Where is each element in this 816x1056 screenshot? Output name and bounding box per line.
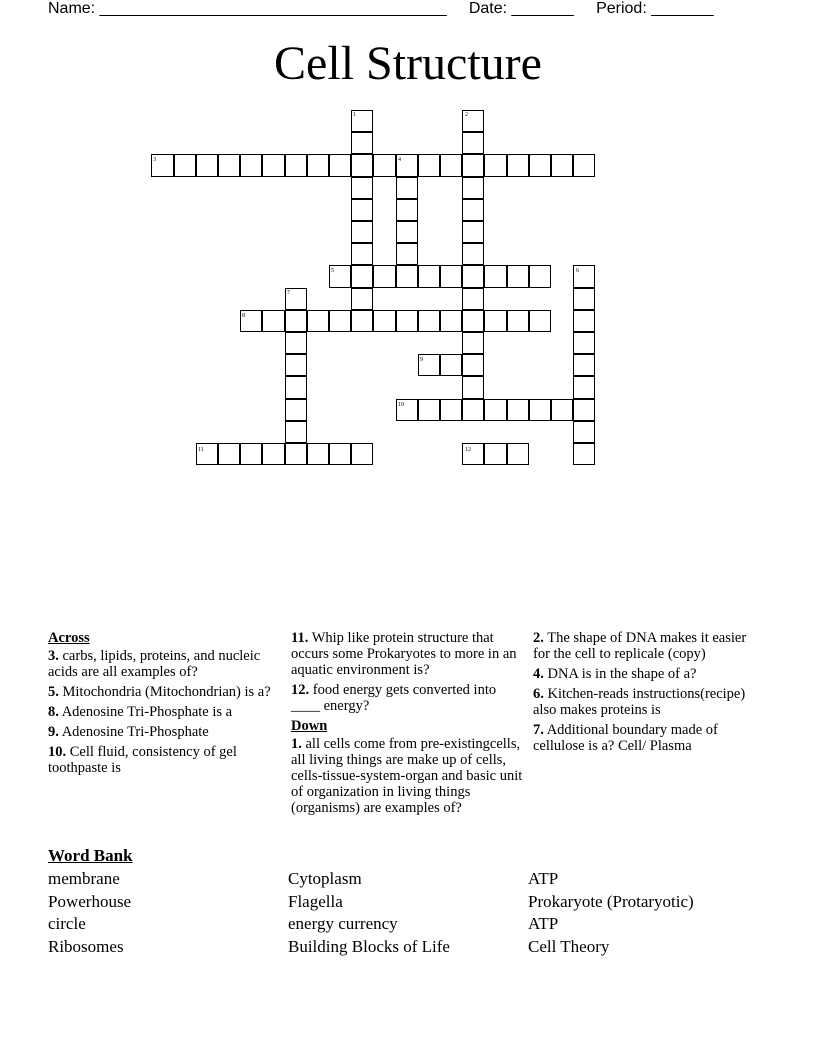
crossword-cell[interactable] bbox=[573, 354, 595, 376]
crossword-cell[interactable] bbox=[351, 221, 373, 243]
crossword-cell[interactable] bbox=[440, 310, 462, 332]
word-bank-column-1 bbox=[48, 868, 131, 958]
crossword-cell[interactable] bbox=[440, 265, 462, 287]
crossword-cell[interactable] bbox=[484, 154, 506, 176]
word-bank-title: Word Bank bbox=[48, 846, 133, 865]
crossword-cell[interactable] bbox=[507, 399, 529, 421]
crossword-cell[interactable] bbox=[262, 310, 284, 332]
crossword-cell[interactable] bbox=[462, 199, 484, 221]
clue-number-11: 11 bbox=[198, 447, 204, 453]
crossword-cell[interactable] bbox=[507, 154, 529, 176]
crossword-cell[interactable] bbox=[507, 310, 529, 332]
crossword-cell[interactable] bbox=[418, 265, 440, 287]
clue-number-2: 2 bbox=[465, 112, 468, 118]
clue-number-4: 4 bbox=[398, 157, 401, 163]
crossword-cell[interactable] bbox=[196, 154, 218, 176]
word-bank-item: Cell Theory bbox=[528, 936, 610, 956]
crossword-cell[interactable] bbox=[262, 154, 284, 176]
clue-across-9: 9. Adenosine Tri-Phosphate bbox=[48, 724, 209, 740]
crossword-cell[interactable] bbox=[573, 376, 595, 398]
crossword-cell[interactable] bbox=[218, 154, 240, 176]
word-bank-item: membrane bbox=[48, 869, 120, 888]
clues-column-2 bbox=[291, 630, 523, 820]
crossword-cell[interactable] bbox=[351, 265, 373, 287]
crossword-cell[interactable] bbox=[507, 265, 529, 287]
crossword-cell[interactable] bbox=[329, 443, 351, 465]
crossword-cell[interactable] bbox=[573, 288, 595, 310]
name-label: Name: _______________________________________ bbox=[48, 0, 447, 17]
crossword-cell[interactable] bbox=[329, 310, 351, 332]
crossword-cell[interactable] bbox=[462, 332, 484, 354]
crossword-cell[interactable] bbox=[529, 399, 551, 421]
crossword-cell[interactable] bbox=[440, 154, 462, 176]
crossword-cell[interactable] bbox=[285, 376, 307, 398]
word-bank-item: circle bbox=[48, 914, 86, 933]
crossword-cell[interactable] bbox=[351, 154, 373, 176]
crossword-cell[interactable] bbox=[484, 310, 506, 332]
clues-column-3 bbox=[533, 630, 748, 758]
crossword-cell[interactable] bbox=[418, 310, 440, 332]
crossword-cell[interactable] bbox=[507, 443, 529, 465]
word-bank-item: Powerhouse bbox=[48, 891, 132, 911]
crossword-cell[interactable] bbox=[307, 154, 329, 176]
clue-across-3: 3. carbs, lipids, proteins, and nucleic acids are all examples of? bbox=[48, 648, 261, 680]
clue-down-6: 6. Kitchen-reads instructions(recipe) also makes proteins is bbox=[533, 686, 746, 718]
down-heading: Down bbox=[291, 718, 328, 734]
crossword-cell[interactable] bbox=[484, 265, 506, 287]
crossword-cell[interactable] bbox=[285, 332, 307, 354]
crossword-cell[interactable] bbox=[262, 443, 284, 465]
crossword-cell[interactable] bbox=[573, 421, 595, 443]
clue-number-8: 8 bbox=[242, 313, 245, 319]
crossword-cell[interactable] bbox=[285, 310, 307, 332]
clue-number-5: 5 bbox=[331, 268, 334, 274]
crossword-cell[interactable] bbox=[351, 199, 373, 221]
word-bank-item: Ribosomes bbox=[48, 936, 124, 956]
clue-down-4: 4. DNA is in the shape of a? bbox=[533, 666, 697, 682]
crossword-cell[interactable] bbox=[573, 310, 595, 332]
crossword-cell[interactable] bbox=[307, 443, 329, 465]
crossword-cell[interactable] bbox=[573, 332, 595, 354]
clue-number-3: 3 bbox=[153, 157, 156, 163]
crossword-cell[interactable] bbox=[240, 154, 262, 176]
crossword-cell[interactable] bbox=[573, 154, 595, 176]
crossword-cell[interactable] bbox=[396, 221, 418, 243]
clue-number-7: 7 bbox=[287, 290, 290, 296]
crossword-cell[interactable] bbox=[440, 399, 462, 421]
crossword-cell[interactable] bbox=[329, 154, 351, 176]
clue-across-8: 8. Adenosine Tri-Phosphate is a bbox=[48, 704, 233, 720]
word-bank-item: Prokaryote (Protaryotic) bbox=[528, 891, 694, 911]
crossword-cell[interactable] bbox=[462, 376, 484, 398]
crossword-cell[interactable] bbox=[529, 310, 551, 332]
crossword-cell[interactable] bbox=[462, 132, 484, 154]
crossword-cell[interactable] bbox=[240, 443, 262, 465]
clue-number-10: 10 bbox=[398, 402, 404, 408]
crossword-cell[interactable] bbox=[351, 310, 373, 332]
crossword-cell[interactable] bbox=[462, 265, 484, 287]
clue-number-12: 12 bbox=[465, 447, 471, 453]
clue-down-2: 2. The shape of DNA makes it easier for the cell to replicale (copy) bbox=[533, 630, 747, 662]
clue-down-1: 1. all cells come from pre-existingcells, all living things are make up of cells, cells-tissue-system-organ and basic unit of organization in living things (organisms) are examples of? bbox=[291, 736, 523, 816]
page-title: Cell Structure bbox=[274, 37, 542, 90]
crossword-cell[interactable] bbox=[307, 310, 329, 332]
crossword-cell[interactable] bbox=[529, 265, 551, 287]
clue-across-11: 11. Whip like protein structure that occurs some Prokaryotes to more in an aquatic environment is? bbox=[291, 630, 517, 678]
word-bank-item: ATP bbox=[528, 869, 559, 888]
clue-down-7: 7. Additional boundary made of cellulose is a? Cell/ Plasma bbox=[533, 722, 718, 754]
crossword-cell[interactable] bbox=[285, 443, 307, 465]
crossword-cell[interactable] bbox=[573, 443, 595, 465]
crossword-cell[interactable] bbox=[285, 421, 307, 443]
word-bank-item: Cytoplasm bbox=[288, 869, 362, 888]
crossword-cell[interactable] bbox=[462, 154, 484, 176]
period-label: Period: _______ bbox=[596, 0, 714, 17]
crossword-cell[interactable] bbox=[396, 177, 418, 199]
crossword-cell[interactable] bbox=[373, 310, 395, 332]
clues-column-1 bbox=[48, 630, 273, 780]
crossword-cell[interactable] bbox=[418, 399, 440, 421]
crossword-cell[interactable] bbox=[484, 399, 506, 421]
across-heading: Across bbox=[48, 630, 90, 646]
clue-number-1: 1 bbox=[353, 112, 356, 118]
crossword-cell[interactable] bbox=[551, 399, 573, 421]
crossword-cell[interactable] bbox=[351, 177, 373, 199]
crossword-cell[interactable] bbox=[462, 243, 484, 265]
word-bank-item: Flagella bbox=[288, 891, 343, 911]
crossword-cell[interactable] bbox=[529, 154, 551, 176]
crossword-cell[interactable] bbox=[462, 288, 484, 310]
crossword-cell[interactable] bbox=[396, 243, 418, 265]
crossword-cell[interactable] bbox=[440, 354, 462, 376]
crossword-cell[interactable] bbox=[285, 354, 307, 376]
clue-across-12: 12. food energy gets converted into ____ energy? bbox=[291, 682, 497, 714]
crossword-cell[interactable] bbox=[462, 177, 484, 199]
word-bank-column-3 bbox=[528, 868, 694, 958]
crossword-cell[interactable] bbox=[462, 310, 484, 332]
clue-across-5: 5. Mitochondria (Mitochondrian) is a? bbox=[48, 684, 271, 700]
crossword-cell[interactable] bbox=[396, 265, 418, 287]
word-bank-item: energy currency bbox=[288, 914, 398, 933]
crossword-cell[interactable] bbox=[351, 132, 373, 154]
clue-number-9: 9 bbox=[420, 357, 423, 363]
crossword-cell[interactable] bbox=[351, 243, 373, 265]
date-label: Date: _______ bbox=[468, 0, 574, 17]
crossword-cell[interactable] bbox=[573, 399, 595, 421]
crossword-cell[interactable] bbox=[373, 265, 395, 287]
clue-number-6: 6 bbox=[576, 268, 579, 274]
crossword-cell[interactable] bbox=[351, 443, 373, 465]
crossword-cell[interactable] bbox=[396, 310, 418, 332]
word-bank-column-2 bbox=[288, 868, 450, 958]
crossword-cell[interactable] bbox=[396, 199, 418, 221]
crossword-cell[interactable] bbox=[218, 443, 240, 465]
crossword-cell[interactable] bbox=[418, 154, 440, 176]
crossword-cell[interactable] bbox=[285, 154, 307, 176]
clue-across-10: 10. Cell fluid, consistency of gel toothpaste is bbox=[48, 744, 237, 776]
crossword-cell[interactable] bbox=[462, 221, 484, 243]
crossword-cell[interactable] bbox=[551, 154, 573, 176]
crossword-cell[interactable] bbox=[285, 399, 307, 421]
crossword-cell[interactable] bbox=[462, 354, 484, 376]
crossword-cell[interactable] bbox=[174, 154, 196, 176]
crossword-cell[interactable] bbox=[351, 288, 373, 310]
crossword-cell[interactable] bbox=[373, 154, 395, 176]
crossword-cell[interactable] bbox=[462, 399, 484, 421]
word-bank-item: ATP bbox=[528, 914, 559, 933]
crossword-cell[interactable] bbox=[484, 443, 506, 465]
word-bank-item: Building Blocks of Life bbox=[288, 936, 450, 956]
